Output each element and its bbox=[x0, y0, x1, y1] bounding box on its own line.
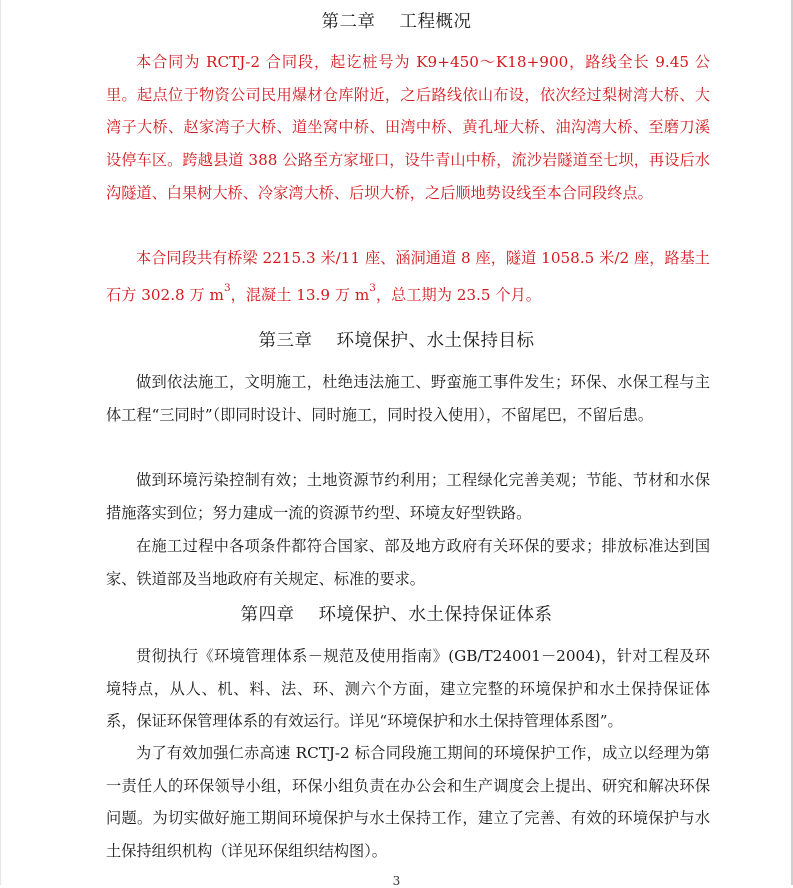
chapter-2-paragraph-2-part-c: ，总工期为 23.5 个月。 bbox=[375, 285, 541, 304]
chapter-3-paragraph-2: 做到环境污染控制有效；土地资源节约利用；工程绿化完善美观；节能、节材和水保措施落实到位；努力建成一流的资源节约型、环境友好型铁路。 bbox=[106, 471, 710, 522]
chapter-2-title: 第二章 工程概况 bbox=[321, 12, 472, 32]
chapter-2-paragraph-2-part-a: 本合同段共有桥梁 2215.3 米/11 座、涵洞通道 8 座，隧道 1058.5 米/2 座，路基土石方 302.8 万 m bbox=[106, 249, 710, 304]
superscript-cubic: 3 bbox=[223, 281, 231, 294]
chapter-3-paragraph-3: 在施工过程中各项条件都符合国家、部及地方政府有关环保的要求；排放标准达到国家、铁道部及当地政府有关规定、标准的要求。 bbox=[106, 537, 710, 588]
chapter-2-paragraph-2 bbox=[106, 242, 710, 311]
chapter-2-paragraph-2-part-b: ，混凝土 13.9 万 m bbox=[230, 285, 370, 304]
chapter-4-paragraph-2: 为了有效加强仁赤高速 RCTJ-2 标合同段施工期间的环境保护工作，成立以经理为第一责任人的环保领导小组，环保小组负责在办公会和生产调度会上提出、研究和解决环保问题。为切实做好施工期间环境保护与水土保持工作，建立了完善、有效的环境保护与水土保持组织机构（详见环保组织结构图）。 bbox=[106, 744, 710, 861]
chapter-4-paragraph-1: 贯彻执行《环境管理体系－规范及使用指南》(GB/T24001－2004)，针对工程及环境特点，从人、机、料、法、环、测六个方面，建立完整的环境保护和水土保持保证体系，保证环保管理体系的有效运行。详见“环境保护和水土保持管理体系图”。 bbox=[106, 647, 710, 731]
chapter-2-paragraph-1: 本合同为 RCTJ-2 合同段，起讫桩号为 K9+450～K18+900，路线全长 9.45 公里。起点位于物资公司民用爆材仓库附近，之后路线依山布设，依次经过梨树湾大桥、大湾子大桥、赵家湾子大桥、道坐窝中桥、田湾中桥、黄孔垭大桥、油沟湾大桥、至磨刀溪设停车区。跨越县道 388 公路至方家垭口，设牛青山中桥，流沙岩隧道至七坝，再设后水沟隧道、白果树大桥、冷家湾大桥、后坝大桥，之后顺地势设线至本合同段终点。 bbox=[106, 53, 710, 202]
superscript-cubic-2: 3 bbox=[369, 281, 376, 294]
chapter-4-title: 第四章 环境保护、水土保持保证体系 bbox=[240, 605, 553, 625]
chapter-3-title: 第三章 环境保护、水土保持目标 bbox=[258, 331, 535, 351]
page-number: 3 bbox=[392, 874, 401, 888]
page-left-edge bbox=[0, 0, 1, 885]
chapter-3-paragraph-1: 做到依法施工，文明施工，杜绝违法施工、野蛮施工事件发生；环保、水保工程与主体工程“三同时”（即同时设计、同时施工，同时投入使用），不留尾巴，不留后患。 bbox=[106, 373, 710, 424]
